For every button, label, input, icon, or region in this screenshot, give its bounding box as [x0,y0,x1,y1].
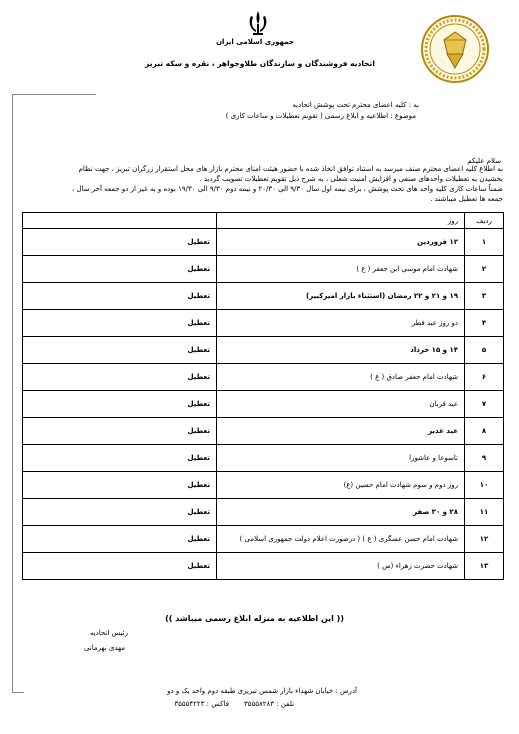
col-header-status [23,213,217,229]
row-status-cell: تعطیل [23,526,217,553]
table-row [23,364,504,391]
footer-fax: فاکس : ۳۵۵۵۴۲۲۳ [174,700,229,708]
row-number-cell: ۱ [465,229,504,256]
margin-left-line [12,94,13,692]
letter-subject: موضوع : اطلاعیه و ابلاغ رسمی ( تقویم تعطیلات و ساعات کاری ) [225,112,416,120]
table-row [23,337,504,364]
row-number-cell: ۲ [465,256,504,283]
row-status-cell: تعطیل [23,337,217,364]
row-number-cell: ۸ [465,418,504,445]
row-number-cell: ۶ [465,364,504,391]
official-notice: (( این اطلاعیه به منزله ابلاغ رسمی میباشد )) [165,614,344,623]
table-row [23,256,504,283]
table-row [23,499,504,526]
letter-recipient: به : کلیه اعضای محترم تحت پوشش اتحادیه [292,101,419,109]
row-status-cell: تعطیل [23,364,217,391]
row-number-cell: ۹ [465,445,504,472]
table-row [23,229,504,256]
row-day-cell: ۲۸ و ۳۰ صفر [217,499,465,526]
row-day-cell: شهادت امام جعفر صادق ( ع ) [217,364,465,391]
holiday-table [22,212,504,580]
footer-address: آدرس : خیابان شهداء بازار شمس تبریزی طبقه دوم واحد یک و دو [167,687,357,695]
letter-body-line-3: ضمناً ساعات کاری کلیه واحد های تحت پوشش ، برای نیمه اول سال ۹/۳۰ الی ۲۰/۳۰ و نیمه دوم ۹/۳۰ الی ۱۹/۳۰ بوده و به غیر از دو جمعه آخر سال ، [71,185,503,193]
footer-phone: تلفن : ۳۵۵۵۸۲۸۳ [243,700,294,708]
row-day-cell: دو روز عید فطر [217,310,465,337]
letter-body-line-4: جمعه ها تعطیل میباشند . [430,195,503,203]
col-header-row-number: ردیف [465,213,504,229]
republic-title: جمهوری اسلامی ایران [216,38,294,46]
row-day-cell: عید غدیر [217,418,465,445]
col-header-day: روز [217,213,465,229]
row-day-cell: روز دوم و سوم شهادت امام حسین (ع) [217,472,465,499]
row-number-cell: ۷ [465,391,504,418]
table-header-row [23,213,504,229]
row-day-cell: ۱۲ فروردین [217,229,465,256]
table-row [23,310,504,337]
union-title: اتحادیه فروشندگان و سازندگان طلاوجواهر ، نقره و سکه تبریز [145,59,375,68]
row-day-cell: شهادت امام حسن عسگری ( ع ) ( درصورت اعلام دولت جمهوری اسلامی ) [217,526,465,553]
table-row [23,472,504,499]
letter-body-line-2: بخشیدن به تعطیلات واحدهای صنفی و افزایش امنیت شغلی ، به شرح ذیل تقویم تعطیلات تصویب گردید . [199,175,503,183]
row-day-cell: شهادت امام موسی ابن جعفر ( ع ) [217,256,465,283]
row-status-cell: تعطیل [23,418,217,445]
row-status-cell: تعطیل [23,229,217,256]
row-number-cell: ۴ [465,310,504,337]
table-row [23,526,504,553]
table-row [23,445,504,472]
row-status-cell: تعطیل [23,256,217,283]
margin-bottom-line [12,692,24,693]
row-status-cell: تعطیل [23,445,217,472]
row-status-cell: تعطیل [23,472,217,499]
table-row [23,418,504,445]
row-status-cell: تعطیل [23,391,217,418]
iran-emblem-icon [243,8,273,38]
row-status-cell: تعطیل [23,553,217,580]
row-number-cell: ۱۱ [465,499,504,526]
signature-title: رئیس اتحادیه [90,629,128,637]
row-status-cell: تعطیل [23,499,217,526]
table-row [23,283,504,310]
row-day-cell: ۱۴ و ۱۵ خرداد [217,337,465,364]
row-day-cell: تاسوعا و عاشورا [217,445,465,472]
margin-top-line [12,94,96,95]
union-seal-logo [420,14,490,84]
letter-greeting: سلام علیکم [467,157,501,165]
signature-name: مهدی بهرمانی [83,644,125,652]
row-status-cell: تعطیل [23,310,217,337]
table-row [23,553,504,580]
row-number-cell: ۱۳ [465,553,504,580]
row-day-cell: ۱۹ و ۲۱ و ۲۲ رمضان (استثناء بازار امیرکبیر) [217,283,465,310]
row-number-cell: ۱۲ [465,526,504,553]
row-number-cell: ۵ [465,337,504,364]
row-day-cell: شهادت حضرت زهراء (س ) [217,553,465,580]
row-number-cell: ۱۰ [465,472,504,499]
table-row [23,391,504,418]
letter-body-line-1: به اطلاع کلیه اعضای محترم صنف میرسد به استناد توافق اتخاذ شده با حضور هیئت امنای محترم بازار های محل استقرار زرگران تبریز ، جهت نظام [78,165,503,173]
row-day-cell: عید قربان [217,391,465,418]
row-number-cell: ۳ [465,283,504,310]
row-status-cell: تعطیل [23,283,217,310]
